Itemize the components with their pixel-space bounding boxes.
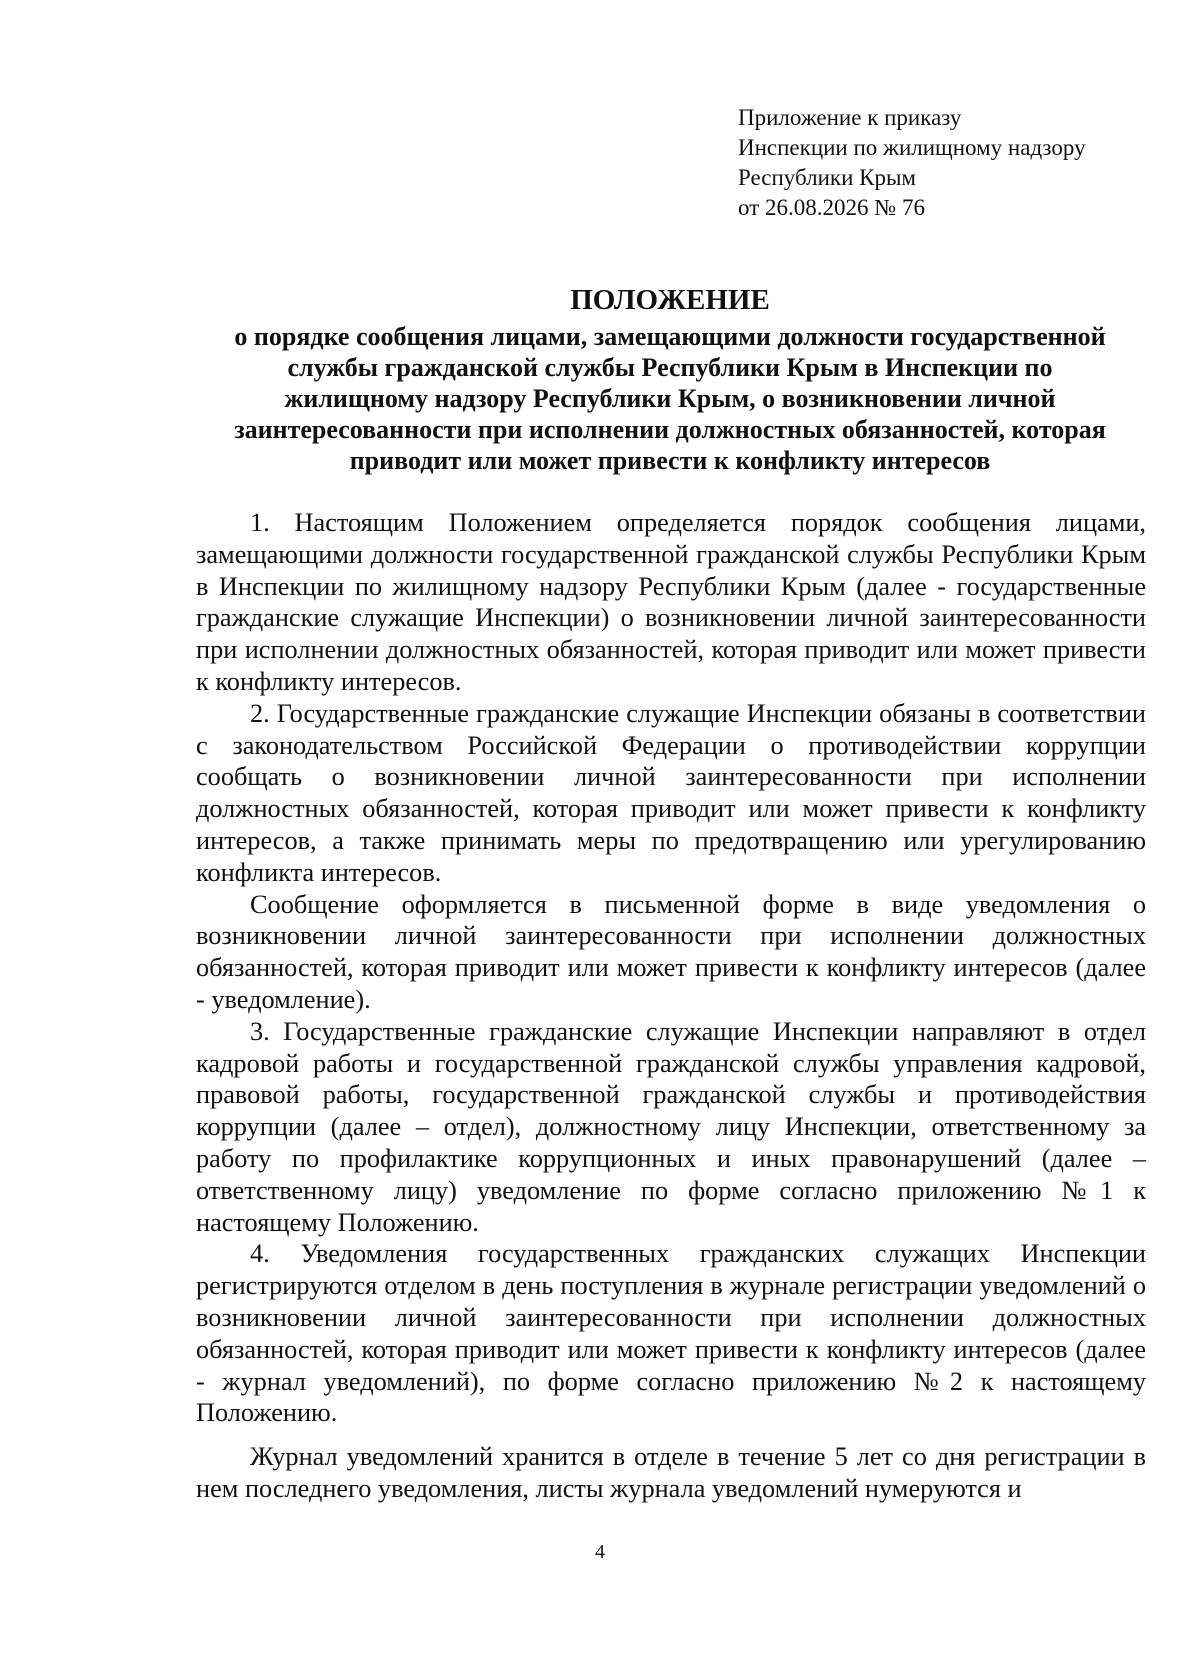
header-line: от 26.08.2026 № 76 — [738, 195, 925, 220]
approval-header — [738, 103, 1178, 223]
header-line: Приложение к приказу — [738, 105, 962, 130]
paragraph-4-note: Журнал уведомлений хранится в отделе в течение 5 лет со дня регистрации в нем последнего уведомления, листы журнала уведомлений нумеруются и — [196, 1442, 1146, 1503]
paragraph-3: 3. Государственные гражданские служащие Инспекции направляют в отдел кадровой работы и государственной гражданской службы управления кадровой, правовой работы, государственной гражданской службы и противодействия коррупции (далее – отдел), должностному лицу Инспекции, ответственному за работу по профилактике коррупционных и иных правонарушений (далее – ответственному лицу) уведомление по форме согласно приложению №1 к настоящему Положению. — [196, 1016, 1146, 1237]
page-number: 4 — [595, 1541, 605, 1563]
document-body — [196, 507, 1146, 1505]
subtitle-line: службы гражданской службы Республики Крым в Инспекции по — [287, 353, 1053, 382]
paragraph-2-note: Сообщение оформляется в письменной форме в виде уведомления о возникновении личной заинтересованности при исполнении должностных обязанностей, которая приводит или может привести к конфликту интересов (далее - уведомление). — [196, 889, 1146, 1014]
paragraph-2: 2. Государственные гражданские служащие Инспекции обязаны в соответствии с законодательством Российской Федерации о противодействии коррупции сообщать о возникновении личной заинтересованности при исполнении должностных обязанностей, которая приводит или может привести к конфликту интересов, а также принимать меры по предотвращению или урегулированию конфликта интересов. — [196, 698, 1146, 887]
header-line: Инспекции по жилищному надзору — [738, 135, 1086, 160]
header-line: Республики Крым — [738, 165, 916, 190]
subtitle-line: жилищному надзору Республики Крым, о возникновении личной — [284, 384, 1056, 413]
paragraph-4: 4. Уведомления государственных гражданских служащих Инспекции регистрируются отделом в день поступления в журнале регистрации уведомлений о возникновении личной заинтересованности при исполнении должностных обязанностей, которая приводит или может привести к конфликту интересов (далее - журнал уведомлений), по форме согласно приложению №2 к настоящему Положению. — [196, 1239, 1146, 1428]
subtitle-line: заинтересованности при исполнении должностных обязанностей, которая — [234, 415, 1106, 444]
subtitle-line: о порядке сообщения лицами, замещающими должности государственной — [234, 322, 1106, 351]
subtitle-line: приводит или может привести к конфликту интересов — [349, 446, 991, 475]
paragraph-1: 1. Настоящим Положением определяется порядок сообщения лицами, замещающими должности государственной гражданской службы Республики Крым в Инспекции по жилищному надзору Республики Крым (далее - государственные гражданские служащие Инспекции) о возникновении личной заинтересованности при исполнении должностных обязанностей, которая приводит или может привести к конфликту интересов. — [196, 508, 1146, 696]
document-title: ПОЛОЖЕНИЕ — [570, 284, 770, 316]
document-subtitle — [180, 321, 1160, 476]
